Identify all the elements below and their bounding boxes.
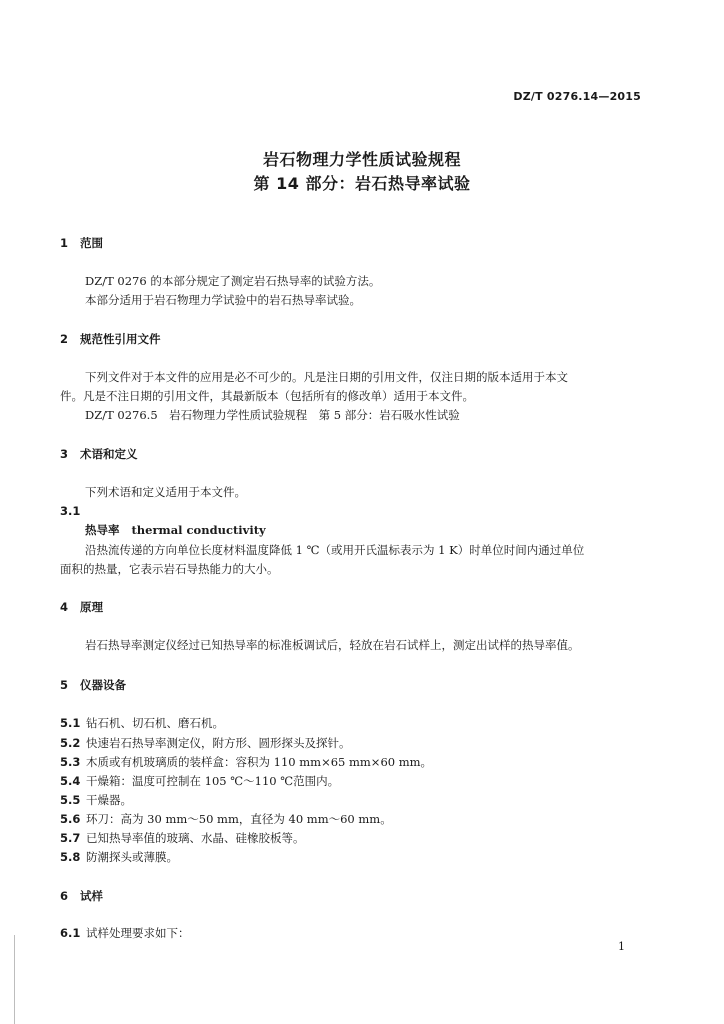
document-title-line1: 岩石物理力学性质试验规程 bbox=[262, 150, 461, 169]
list-item bbox=[60, 832, 305, 846]
binding-edge-line bbox=[14, 935, 15, 1024]
item-number: 5.7 bbox=[60, 831, 81, 845]
item-number: 5.5 bbox=[60, 793, 81, 807]
item-text: 钻石机、切石机、磨石机。 bbox=[86, 716, 224, 730]
page-number: 1 bbox=[618, 940, 625, 953]
section-number: 3 bbox=[60, 447, 69, 461]
normative-reference: DZ/T 0276.5 岩石物理力学性质试验规程 第 5 部分：岩石吸水性试验 bbox=[85, 408, 460, 422]
item-text: 已知热导率值的玻璃、水晶、硅橡胶板等。 bbox=[86, 831, 305, 845]
section-number: 6 bbox=[60, 889, 69, 903]
section-1-heading bbox=[60, 237, 103, 251]
section-number: 5 bbox=[60, 678, 69, 692]
item-text: 防潮探头或薄膜。 bbox=[86, 850, 178, 864]
item-text: 木质或有机玻璃质的装样盒：容积为 110 mm×65 mm×60 mm。 bbox=[86, 755, 433, 769]
item-number: 5.8 bbox=[60, 850, 81, 864]
paragraph: 下列术语和定义适用于本文件。 bbox=[85, 485, 246, 499]
section-2-heading bbox=[60, 333, 161, 347]
term-english: thermal conductivity bbox=[131, 523, 266, 537]
item-number: 5.4 bbox=[60, 774, 81, 788]
list-item bbox=[60, 927, 190, 941]
section-title: 规范性引用文件 bbox=[80, 332, 161, 346]
list-item bbox=[60, 775, 339, 789]
item-number: 5.2 bbox=[60, 736, 81, 750]
section-title: 试样 bbox=[80, 889, 103, 903]
term-definition: 沿热流传递的方向单位长度材料温度降低 1 ℃（或用开氏温标表示为 1 K）时单位时间内通过单位 bbox=[85, 543, 585, 557]
item-number: 6.1 bbox=[60, 926, 81, 940]
item-text: 干燥器。 bbox=[86, 793, 132, 807]
term-definition: 面积的热量，它表示岩石导热能力的大小。 bbox=[60, 562, 279, 576]
list-item bbox=[60, 851, 178, 865]
item-text: 环刀：高为 30 mm～50 mm，直径为 40 mm～60 mm。 bbox=[86, 812, 392, 826]
section-number: 4 bbox=[60, 600, 69, 614]
subclause-number: 3.1 bbox=[60, 504, 81, 518]
paragraph: DZ/T 0276 的本部分规定了测定岩石热导率的试验方法。 bbox=[85, 274, 381, 288]
term-entry bbox=[85, 524, 266, 538]
paragraph: 下列文件对于本文件的应用是必不可少的。凡是注日期的引用文件，仅注日期的版本适用于本文 bbox=[85, 370, 568, 384]
paragraph: 件。凡是不注日期的引用文件，其最新版本（包括所有的修改单）适用于本文件。 bbox=[60, 389, 474, 403]
section-number: 1 bbox=[60, 236, 69, 250]
list-item bbox=[60, 717, 224, 731]
item-text: 试样处理要求如下： bbox=[86, 926, 190, 940]
term-chinese: 热导率 bbox=[85, 523, 120, 537]
section-title: 仪器设备 bbox=[80, 678, 126, 692]
section-3-heading bbox=[60, 448, 138, 462]
list-item bbox=[60, 737, 351, 751]
standard-code: DZ/T 0276.14—2015 bbox=[513, 90, 641, 103]
list-item bbox=[60, 756, 432, 770]
item-number: 5.3 bbox=[60, 755, 81, 769]
section-title: 原理 bbox=[80, 600, 103, 614]
list-item bbox=[60, 813, 392, 827]
item-number: 5.1 bbox=[60, 716, 81, 730]
section-title: 范围 bbox=[80, 236, 103, 250]
section-4-heading bbox=[60, 601, 103, 615]
document-title-line2: 第 14 部分：岩石热导率试验 bbox=[253, 174, 471, 193]
section-title: 术语和定义 bbox=[80, 447, 138, 461]
paragraph: 岩石热导率测定仪经过已知热导率的标准板调试后，轻放在岩石试样上，测定出试样的热导率值。 bbox=[85, 638, 580, 652]
section-number: 2 bbox=[60, 332, 69, 346]
item-number: 5.6 bbox=[60, 812, 81, 826]
section-5-heading bbox=[60, 679, 126, 693]
section-6-heading bbox=[60, 890, 103, 904]
item-text: 快速岩石热导率测定仪，附方形、圆形探头及探针。 bbox=[86, 736, 351, 750]
item-text: 干燥箱：温度可控制在 105 ℃～110 ℃范围内。 bbox=[86, 774, 340, 788]
list-item bbox=[60, 794, 132, 808]
paragraph: 本部分适用于岩石物理力学试验中的岩石热导率试验。 bbox=[85, 293, 361, 307]
